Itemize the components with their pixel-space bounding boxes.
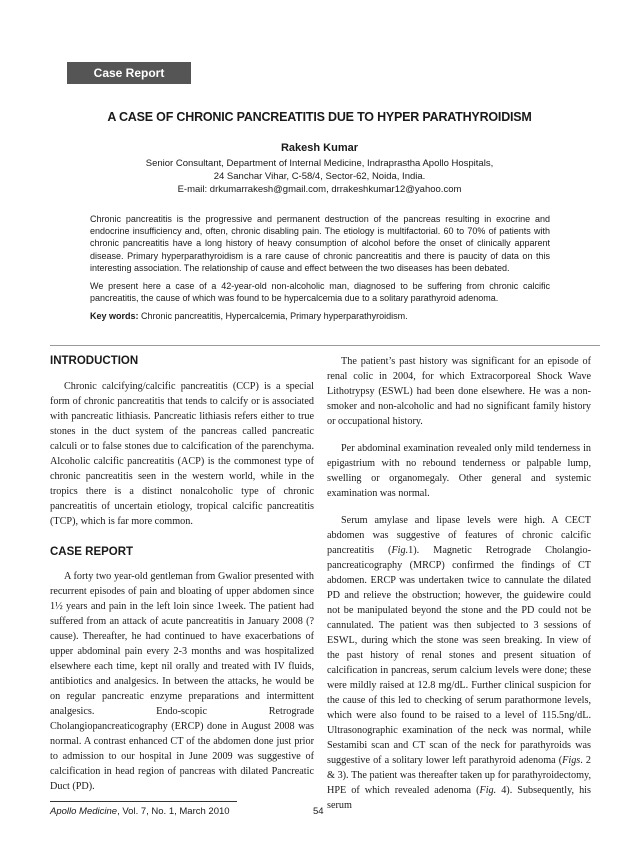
abstract-paragraph: We present here a case of a 42-year-old non-alcoholic man, diagnosed to be suffering from chronic calcific pancreatitis, the cause of which was found to be hypercalcemia due to a solitary parathyroid adenoma.: [90, 281, 550, 304]
body-paragraph: Chronic calcifying/calcific pancreatitis (CCP) is a special form of chronic pancreatitis that tends to calcify or is associated with pancreatic lithiasis. Pancreatic lithiasis refers either to true stones in the duct system of the pancreas called pancreatic calculi or to false stones due to calcification of the parenchyma. Alcoholic calcific pancreatitis (ACP) is the commonest type of chronic pancreatitis seen in the western world, while in the tropics there is a distinct nonalcoholic type of chronic pancreatitis of uncertain etiology, tropical calcific pancreatitis (TCP), which is far more common.: [50, 381, 314, 527]
journal-issue: , Vol. 7, No. 1, March 2010: [117, 806, 230, 817]
figure-reference: Fig.: [391, 545, 409, 556]
body-paragraph: The patient’s past history was significant for an episode of renal colic in 2004, for which Extracorporeal Shock Wave Lithotrypsy (ESWL) had been done elsewhere. He was a non-smoker and non-alcoholic and had no significant family history or occupational history.: [327, 356, 591, 427]
body-paragraph: Per abdominal examination revealed only mild tenderness in epigastrium with no rebound tenderness or palpable lump, swelling or organomegaly. Other general and systemic examination was normal.: [327, 443, 591, 499]
text-run: Serum amylase and lipase levels were high. A CECT abdomen was suggestive of features of chronic calcific pancreatitis (: [327, 515, 591, 556]
affiliation-line: 24 Sanchar Vihar, C-58/4, Sector-62, Noida, India.: [213, 171, 426, 182]
left-column: [50, 354, 314, 794]
author-affiliation: [0, 157, 639, 196]
text-run: 1). Magnetic Retrograde Cholangio-pancreaticography (MRCP) confirmed the findings of CT abdomen. ERCP was undertaken twice to cannulate the dilated PD and relieve the obstruction; however, the guidewire could not be manipulated beyond the stone and the PD could not be cannulated. The patient was then subjected to 3 sessions of ESWL, during which the stone was seen breaking. In view of the past history of renal stones and present situation of calcification in pancreas, serum calcium levels were done; these were mildly raised at 12.8 mg/dL. Further clinical suspicion for the cause of this led to checking of serum parathormone levels, which were also found to be raised to a level of 115.5ng/dL. Ultrasonographic examination of the neck was normal, while Sestamibi scan and CT scan of the neck for parathyroids was suggestive of a solitary lower left parathyroid adenoma (: [327, 545, 591, 766]
abstract: [90, 213, 550, 329]
body-paragraph: [327, 513, 591, 813]
introduction-heading: INTRODUCTION: [50, 355, 139, 367]
body-paragraph: A forty two year-old gentleman from Gwalior presented with recurrent episodes of pain and bloating of upper abdomen since 1½ years and pain in the left loin since 1week. The patient had suffered from an attack of acute pancreatitis in January 2008 (?cause). Thereafter, he had continued to have exacerbations of upper abdominal pain every 2-3 months and was hospitalized elsewhere each time, kept nil orally and treated with IV fluids, antibiotics and analgesics. In between the attacks, he would be on regular pancreatic enzyme preparations and intermittent analgesics. Endo-scopic Retrograde Cholangiopancreaticography (ERCP) done in August 2008 was normal. A contrast enhanced CT of the abdomen done just prior to admission to our hospital in June 2009 was suggestive of calcification in head region of pancreas with dilated Pancreatic Duct (PD).: [50, 571, 314, 792]
affiliation-line: Senior Consultant, Department of Internal Medicine, Indraprastha Apollo Hospitals,: [145, 158, 494, 169]
article-author: Rakesh Kumar: [280, 142, 359, 154]
case-report-badge: Case Report: [67, 62, 191, 84]
journal-citation: [50, 806, 230, 817]
text-run: . 2 & 3). The patient was thereafter taken up for parathyroidectomy, HPE of which revealed adenoma (: [327, 755, 592, 796]
figure-reference: Figs: [562, 755, 581, 766]
case-report-heading: CASE REPORT: [50, 546, 134, 558]
keywords-text: Chronic pancreatitis, Hypercalcemia, Primary hyperparathyroidism.: [138, 311, 408, 322]
article-title: A CASE OF CHRONIC PANCREATITIS DUE TO HYPER PARATHYROIDISM: [107, 110, 532, 124]
affiliation-email: E-mail: drkumarrakesh@gmail.com, drrakeshkumar12@yahoo.com: [177, 184, 462, 195]
abstract-paragraph: Chronic pancreatitis is the progressive and permanent destruction of the pancreas resulting in exocrine and endocrine insufficiency and, often, chronic disabling pain. The etiology is multifactorial. 60 to 70% of patients with chronic pancreatitis have a long history of heavy consumption of alcohol before the onset of clinically apparent disease. Primary hyperparathyroidism is a rare cause of chronic pancreatitis and there is paucity of data on this interesting association. The relationship of cause and effect between the two diseases has been debated.: [90, 214, 550, 273]
text-run: 4). Subsequently, his serum: [327, 785, 591, 811]
section-divider: [50, 345, 600, 346]
keywords-label: Key words:: [90, 311, 139, 322]
keywords: [90, 310, 550, 322]
journal-name: Apollo Medicine: [50, 806, 118, 817]
right-column: [327, 354, 591, 813]
page-number: 54: [313, 806, 324, 817]
figure-reference: Fig.: [479, 785, 497, 796]
footer-rule: [50, 801, 237, 802]
